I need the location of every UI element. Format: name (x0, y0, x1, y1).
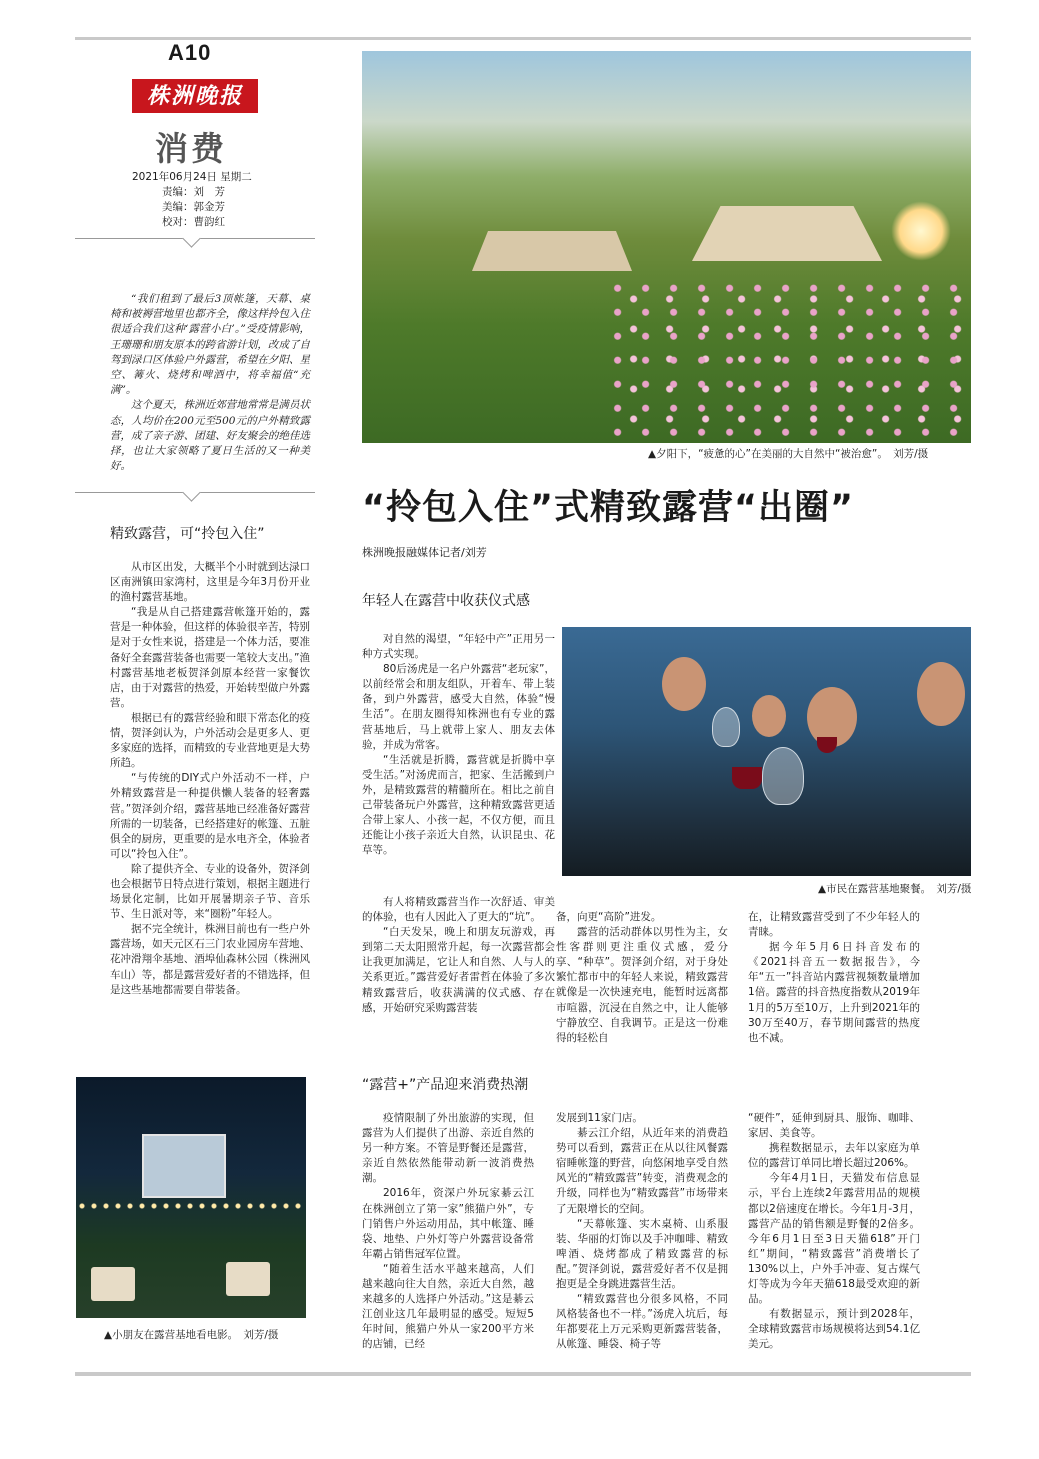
paragraph: “天幕帐篷、实木桌椅、山系服装、华丽的灯饰以及手冲咖啡、精致啤酒、烧烤都成了精致露营的标配。”贺泽剑说，露营爱好者不仅是拥抱更是全身跳进露营生活。 (556, 1217, 728, 1291)
paragraph: 备，向更“高阶”进发。 (556, 911, 662, 923)
paragraph: “生活就是折腾，露营就是折腾中享受生活。”对汤虎而言，把家、生活搬到户外，是精致露营的精髓所在。相比之前自己带装备玩户外露营，这种精致露营更适合带上家人、小孩一起，不仅方便，而且还能让小孩子亲近大自然，认识昆虫、花草等。 (362, 753, 555, 857)
paragraph: 发展到11家门店。 (556, 1112, 643, 1124)
subhead-left: 精致露营，可“拎包入住” (110, 526, 265, 542)
section2-col3 (748, 1111, 920, 1353)
wine-glass (712, 707, 740, 747)
person-face (752, 695, 786, 737)
paragraph: “与传统的DIY式户外活动不一样，户外精致露营是一种提供懒人装备的轻奢露营。”贺泽剑介绍，露营基地已经准备好露营所需的一切装备，已经搭建好的帐篷、五脏俱全的厨房，更重要的是水电齐全，体验者可以“拎包入住”。 (110, 772, 310, 860)
section1-col2 (556, 910, 728, 1046)
issue-date: 2021年06月24日 星期二 (132, 171, 252, 183)
paragraph: 有数据显示，预计到2028年，全球精致露营市场规模将达到54.1亿美元。 (748, 1308, 920, 1351)
headline: “拎包入住”式精致露营“出圈” (362, 488, 855, 528)
section2-col1 (362, 1111, 534, 1353)
person-face (917, 662, 965, 726)
wine-glass (762, 747, 804, 805)
paragraph: 疫情限制了外出旅游的实现，但露营为人们提供了出游、亲近自然的另一种方案。不管是野餐还是露营，亲近自然依然能带动新一波消费热潮。 (362, 1112, 534, 1185)
projection-screen (142, 1134, 226, 1198)
tent-shape (472, 221, 632, 271)
paragraph: “硬件”，延伸到厨具、服饰、咖啡、家居、美食等。 (748, 1112, 920, 1140)
section-title: 消费 (155, 129, 227, 168)
paragraph: 从市区出发，大概半个小时就到达渌口区南洲镇田家湾村，这里是今年3月份开业的渔村露营基地。 (110, 561, 310, 604)
string-lights (76, 1202, 306, 1210)
subhead-section2: “露营+”产品迎来消费热潮 (362, 1077, 529, 1093)
section1-col1-bottom (362, 895, 555, 1016)
paragraph: 露营的活动群体以男性为主，女性客群则更注重仪式感，爱分享、“种草”。贺泽剑介绍，对于身处繁忙都市中的年轻人来说，精致露营就像是一次快速充电，能暂时远离都市喧嚣，沉浸在自然之中，让人能够宁静放空、自我调节。正是这一份难得的轻松自 (556, 926, 728, 1044)
subhead-section1: 年轻人在露营中收获仪式感 (362, 593, 530, 609)
newspaper-logo: 株洲晚报 (132, 79, 258, 113)
paragraph: 据不完全统计，株洲目前也有一些户外露营场，如天元区石三门农业园房车营地、花冲滑翔伞基地、酒埠仙森林公园（株洲风车山）等，都是露营爱好者的不错选择，但是这些基地都需要自带装备。 (110, 923, 310, 996)
photo2-caption: ▲市民在露营基地聚餐。 刘芳/摄 (818, 883, 972, 895)
paragraph: 在，让精致露营受到了不少年轻人的青睐。 (748, 911, 920, 939)
sunset-camp-photo (362, 51, 971, 443)
paragraph: 根据已有的露营经验和眼下常态化的疫情，贺泽剑认为，户外活动会是更多人、更多家庭的选择，而精致的专业营地更是大势所趋。 (110, 711, 310, 770)
canopy-shape (692, 206, 882, 261)
paragraph: 80后汤虎是一名户外露营“老玩家”，以前经常会和朋友组队，开着车、带上装备，到户外露营，感受大自然，体验“慢生活”。在朋友圈得知株洲也有专业的露营基地后，马上就带上家人、朋友去体验，并成为常客。 (362, 663, 555, 751)
red-wine (732, 767, 762, 789)
intro-text (110, 292, 310, 474)
paragraph: 携程数据显示，去年以家庭为单位的露营订单同比增长超过206%。 (748, 1142, 920, 1170)
paragraph: 对自然的渴望，“年轻中产”正用另一种方式实现。 (362, 633, 555, 661)
section1-col1-top (362, 632, 555, 858)
paragraph: 有人将精致露营当作一次舒适、审美的体验，也有人因此入了更大的“坑”。 (362, 896, 555, 924)
proofreader-credit: 校对：曹韵红 (162, 216, 225, 228)
dinner-toast-photo (562, 627, 971, 876)
paragraph: 今年4月1日，天猫发布信息显示，平台上连续2年露营用品的规模都以2倍速度在增长。今年1月-3月，露营产品的销售额是野餐的2倍多。今年6月1日至3日天猫618”开门红”期间，“精致露营”消费增长了130%以上，户外手冲壶、复古煤气灯等成为今年天猫618最受欢迎的新品。 (748, 1172, 920, 1306)
issue-meta (132, 170, 252, 230)
paragraph: “随着生活水平越来越高，人们越来越向往大自然，亲近大自然，越来越多的人选择户外活动。”这是綦云江创业这几年最明显的感受。短短5年时间，熊猫户外从一家200平方米的店铺，已经 (362, 1262, 534, 1351)
paragraph: “精致露营也分很多风格，不同风格装备也不一样。”汤虎入坑后，每年都要花上万元采购更新露营装备，从帐篷、睡袋、椅子等 (556, 1293, 728, 1351)
camp-chair (226, 1262, 270, 1296)
paragraph: “白天发呆，晚上和朋友玩游戏，再到第二天太阳照常升起，每一次露营都会让我更加满足，它让人和自然、人与人的关系更近。”露营爱好者雷哲在体验了多次精致露营后，收获满满的仪式感、存在感，开始研究采购露营装 (362, 926, 555, 1014)
editor-credit: 责编：刘 芳 (162, 186, 225, 198)
sun-glow (891, 201, 951, 261)
cosmos-flowers (612, 281, 971, 443)
camp-chair (91, 1267, 135, 1301)
section2-col2 (556, 1111, 728, 1353)
intro-paragraph: 这个夏天，株洲近郊营地常常是满员状态，人均价在200元至500元的户外精致露营，成了亲子游、团建、好友聚会的绝佳选择，也让大家领略了夏日生活的又一种美好。 (110, 399, 310, 473)
bottom-rule (75, 1372, 971, 1376)
divider-notch (182, 229, 200, 247)
left-column (110, 560, 310, 998)
page-number: A10 (168, 40, 212, 65)
paragraph: 除了提供齐全、专业的设备外，贺泽剑也会根据节日特点进行策划，根据主题进行场景化定制，比如开展暑期亲子节、音乐节、生日派对等，来“圈粉”年轻人。 (110, 862, 310, 921)
byline: 株洲晚报融媒体记者/刘芳 (362, 546, 487, 559)
red-wine (817, 737, 837, 753)
paragraph: 綦云江介绍，从近年来的消费趋势可以看到，露营正在从以往风餐露宿睡帐篷的野营，向悠闲地享受自然风光的“精致露营”转变，消费观念的升级，同样也为“精致露营”市场带来了无限增长的空间。 (556, 1127, 728, 1215)
photo1-caption: ▲夕阳下，“疲惫的心”在美丽的大自然中“被治愈”。 刘芳/摄 (648, 448, 929, 460)
paragraph: 据今年5月6日抖音发布的《2021抖音五一数据报告》，今年“五一”抖音站内露营视频数量增加1倍。露营的抖音热度指数从2019年1月的5万至10万，上升到2021年的30万至40万，春节期间露营的热度也不减。 (748, 941, 920, 1044)
paragraph: 2016年，资深户外玩家綦云江在株洲创立了第一家”熊猫户外”，专门销售户外运动用品，其中帐篷、睡袋、地垫、户外灯等户外露营设备常年霸占销售冠军位置。 (362, 1187, 534, 1260)
divider-notch (182, 483, 200, 501)
intro-paragraph: “我们租到了最后3顶帐篷，天幕、桌椅和被褥营地里也都齐全，像这样拎包入住很适合我们这种‘露营小白’。”受疫情影响，王珊珊和朋友原本的跨省游计划，改成了自驾到渌口区体验户外露营，希望在夕阳、星空、篝火、烧烤和啤酒中，将幸福值“充满”。 (110, 293, 310, 397)
section1-col3 (748, 910, 920, 1046)
designer-credit: 美编：郭金芳 (162, 201, 225, 213)
photo3-caption: ▲小朋友在露营基地看电影。 刘芳/摄 (104, 1329, 279, 1341)
outdoor-movie-photo (76, 1077, 306, 1318)
person-face (662, 657, 706, 711)
paragraph: “我是从自己搭建露营帐篷开始的，露营是一种体验，但这样的体验很辛苦，特别是对于女性来说，搭建是一个体力活，要准备好全套露营装备也需要一笔较大支出。”渔村露营基地老板贺泽剑原本经营一家餐饮店，由于对露营的热爱，开始转型做户外露营。 (110, 606, 310, 709)
